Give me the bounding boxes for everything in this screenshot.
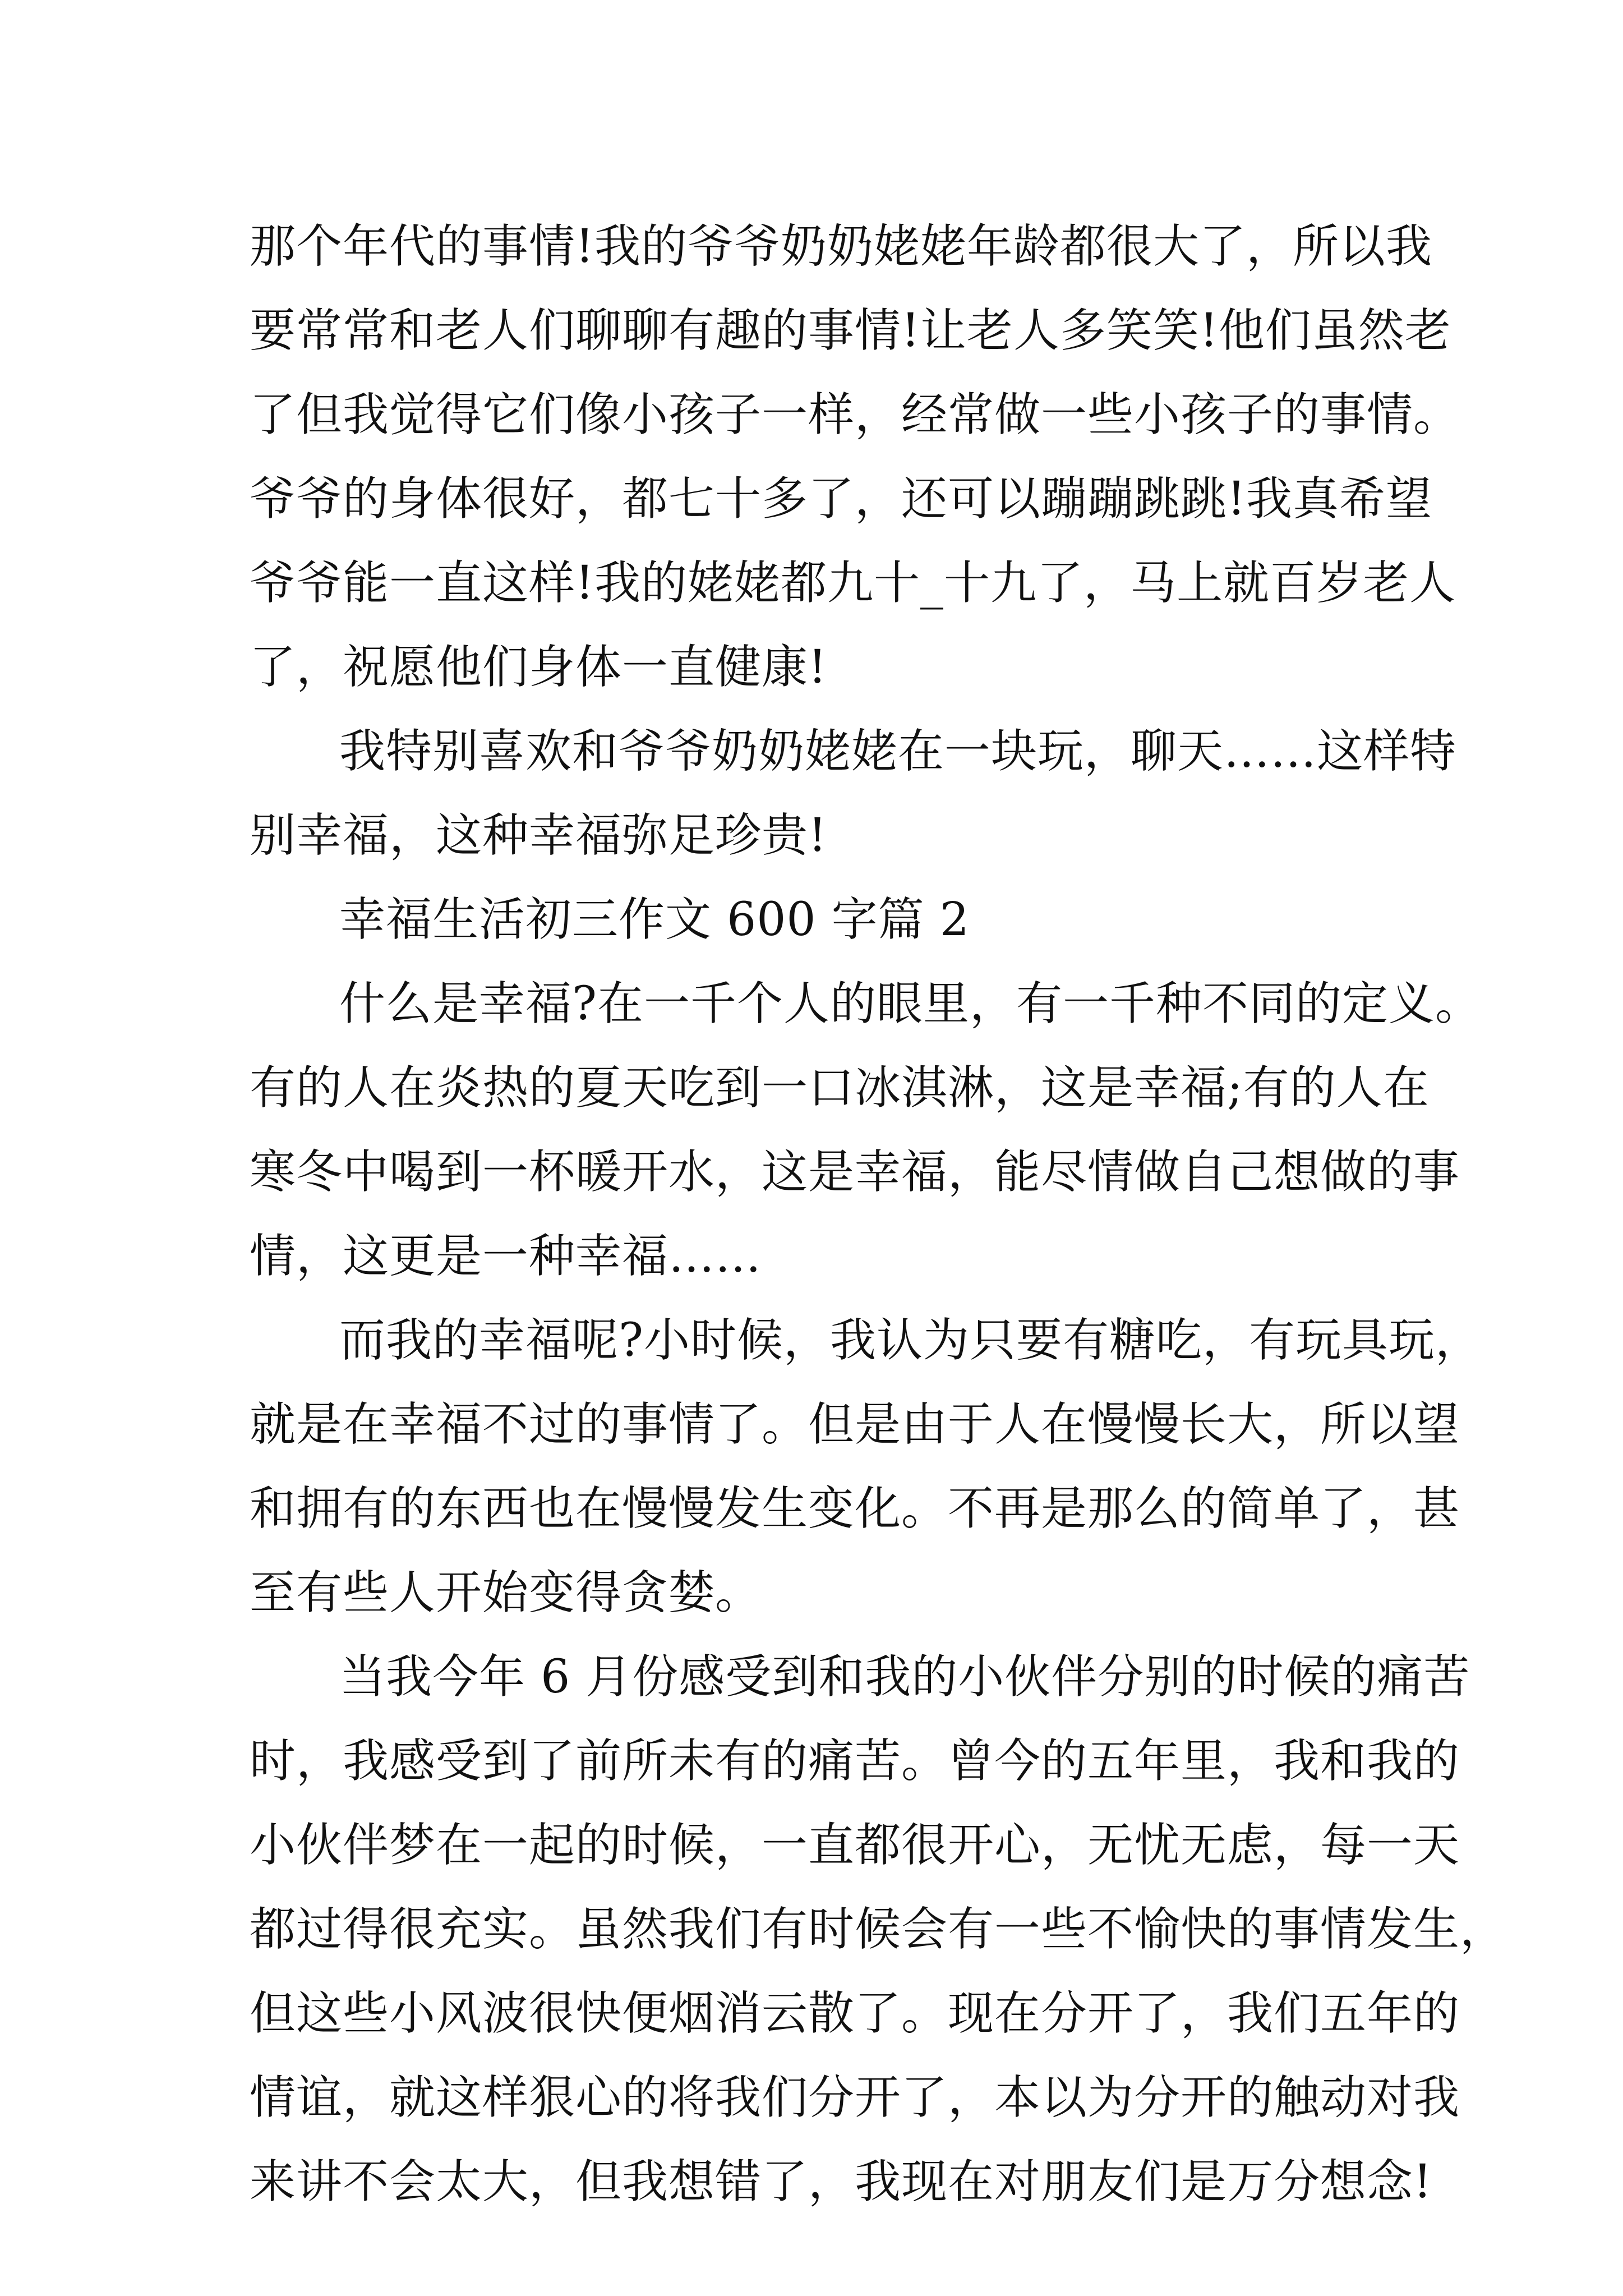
text-line: 要常常和老人们聊聊有趣的事情!让老人多笑笑!他们虽然老 (250, 304, 1451, 357)
text-line: 来讲不会太大，但我想错了，我现在对朋友们是万分想念! (250, 2155, 1432, 2208)
text-line: 情，这更是一种幸福…… (250, 1230, 762, 1283)
text-line: 就是在幸福不过的事情了。但是由于人在慢慢长大，所以望 (250, 1398, 1460, 1451)
text-line: 什么是幸福?在一千个人的眼里，有一千种不同的定义。 (339, 977, 1482, 1030)
text-line: 当我今年 6 月份感受到和我的小伙伴分别的时候的痛苦 (339, 1650, 1470, 1704)
text-line: 了但我觉得它们像小孩子一样，经常做一些小孩子的事情。 (250, 388, 1460, 441)
text-line: 寒冬中喝到一杯暖开水，这是幸福，能尽情做自己想做的事 (250, 1145, 1460, 1199)
text-line: 都过得很充实。虽然我们有时候会有一些不愉快的事情发生， (250, 1903, 1507, 1956)
text-line: 小伙伴梦在一起的时候，一直都很开心，无忧无虑，每一天 (250, 1819, 1460, 1872)
text-line: 和拥有的东西也在慢慢发生变化。不再是那么的简单了，甚 (250, 1482, 1460, 1535)
text-line: 至有些人开始变得贪婪。 (250, 1566, 762, 1619)
document-body (250, 205, 1507, 2224)
text-line: 我特别喜欢和爷爷奶奶姥姥在一块玩，聊天……这样特 (339, 725, 1457, 778)
text-line: 而我的幸福呢?小时候，我认为只要有糖吃，有玩具玩， (339, 1314, 1482, 1367)
text-line: 时，我感受到了前所未有的痛苦。曾今的五年里，我和我的 (250, 1734, 1460, 1788)
text-line: 但这些小风波很快便烟消云散了。现在分开了，我们五年的 (250, 1987, 1460, 2040)
text-line: 爷爷能一直这样!我的姥姥都九十_十九了，马上就百岁老人 (250, 556, 1456, 610)
text-line: 爷爷的身体很好，都七十多了，还可以蹦蹦跳跳!我真希望 (250, 472, 1432, 526)
text-line: 了，祝愿他们身体一直健康! (250, 641, 827, 694)
text-line: 别幸福，这种幸福弥足珍贵! (250, 809, 827, 862)
text-line: 幸福生活初三作文 600 字篇 2 (339, 893, 970, 946)
text-line: 那个年代的事情!我的爷爷奶奶姥姥年龄都很大了，所以我 (250, 220, 1432, 273)
text-line: 有的人在炎热的夏天吃到一口冰淇淋，这是幸福;有的人在 (250, 1061, 1430, 1115)
text-line: 情谊，就这样狠心的将我们分开了，本以为分开的触动对我 (250, 2071, 1460, 2124)
